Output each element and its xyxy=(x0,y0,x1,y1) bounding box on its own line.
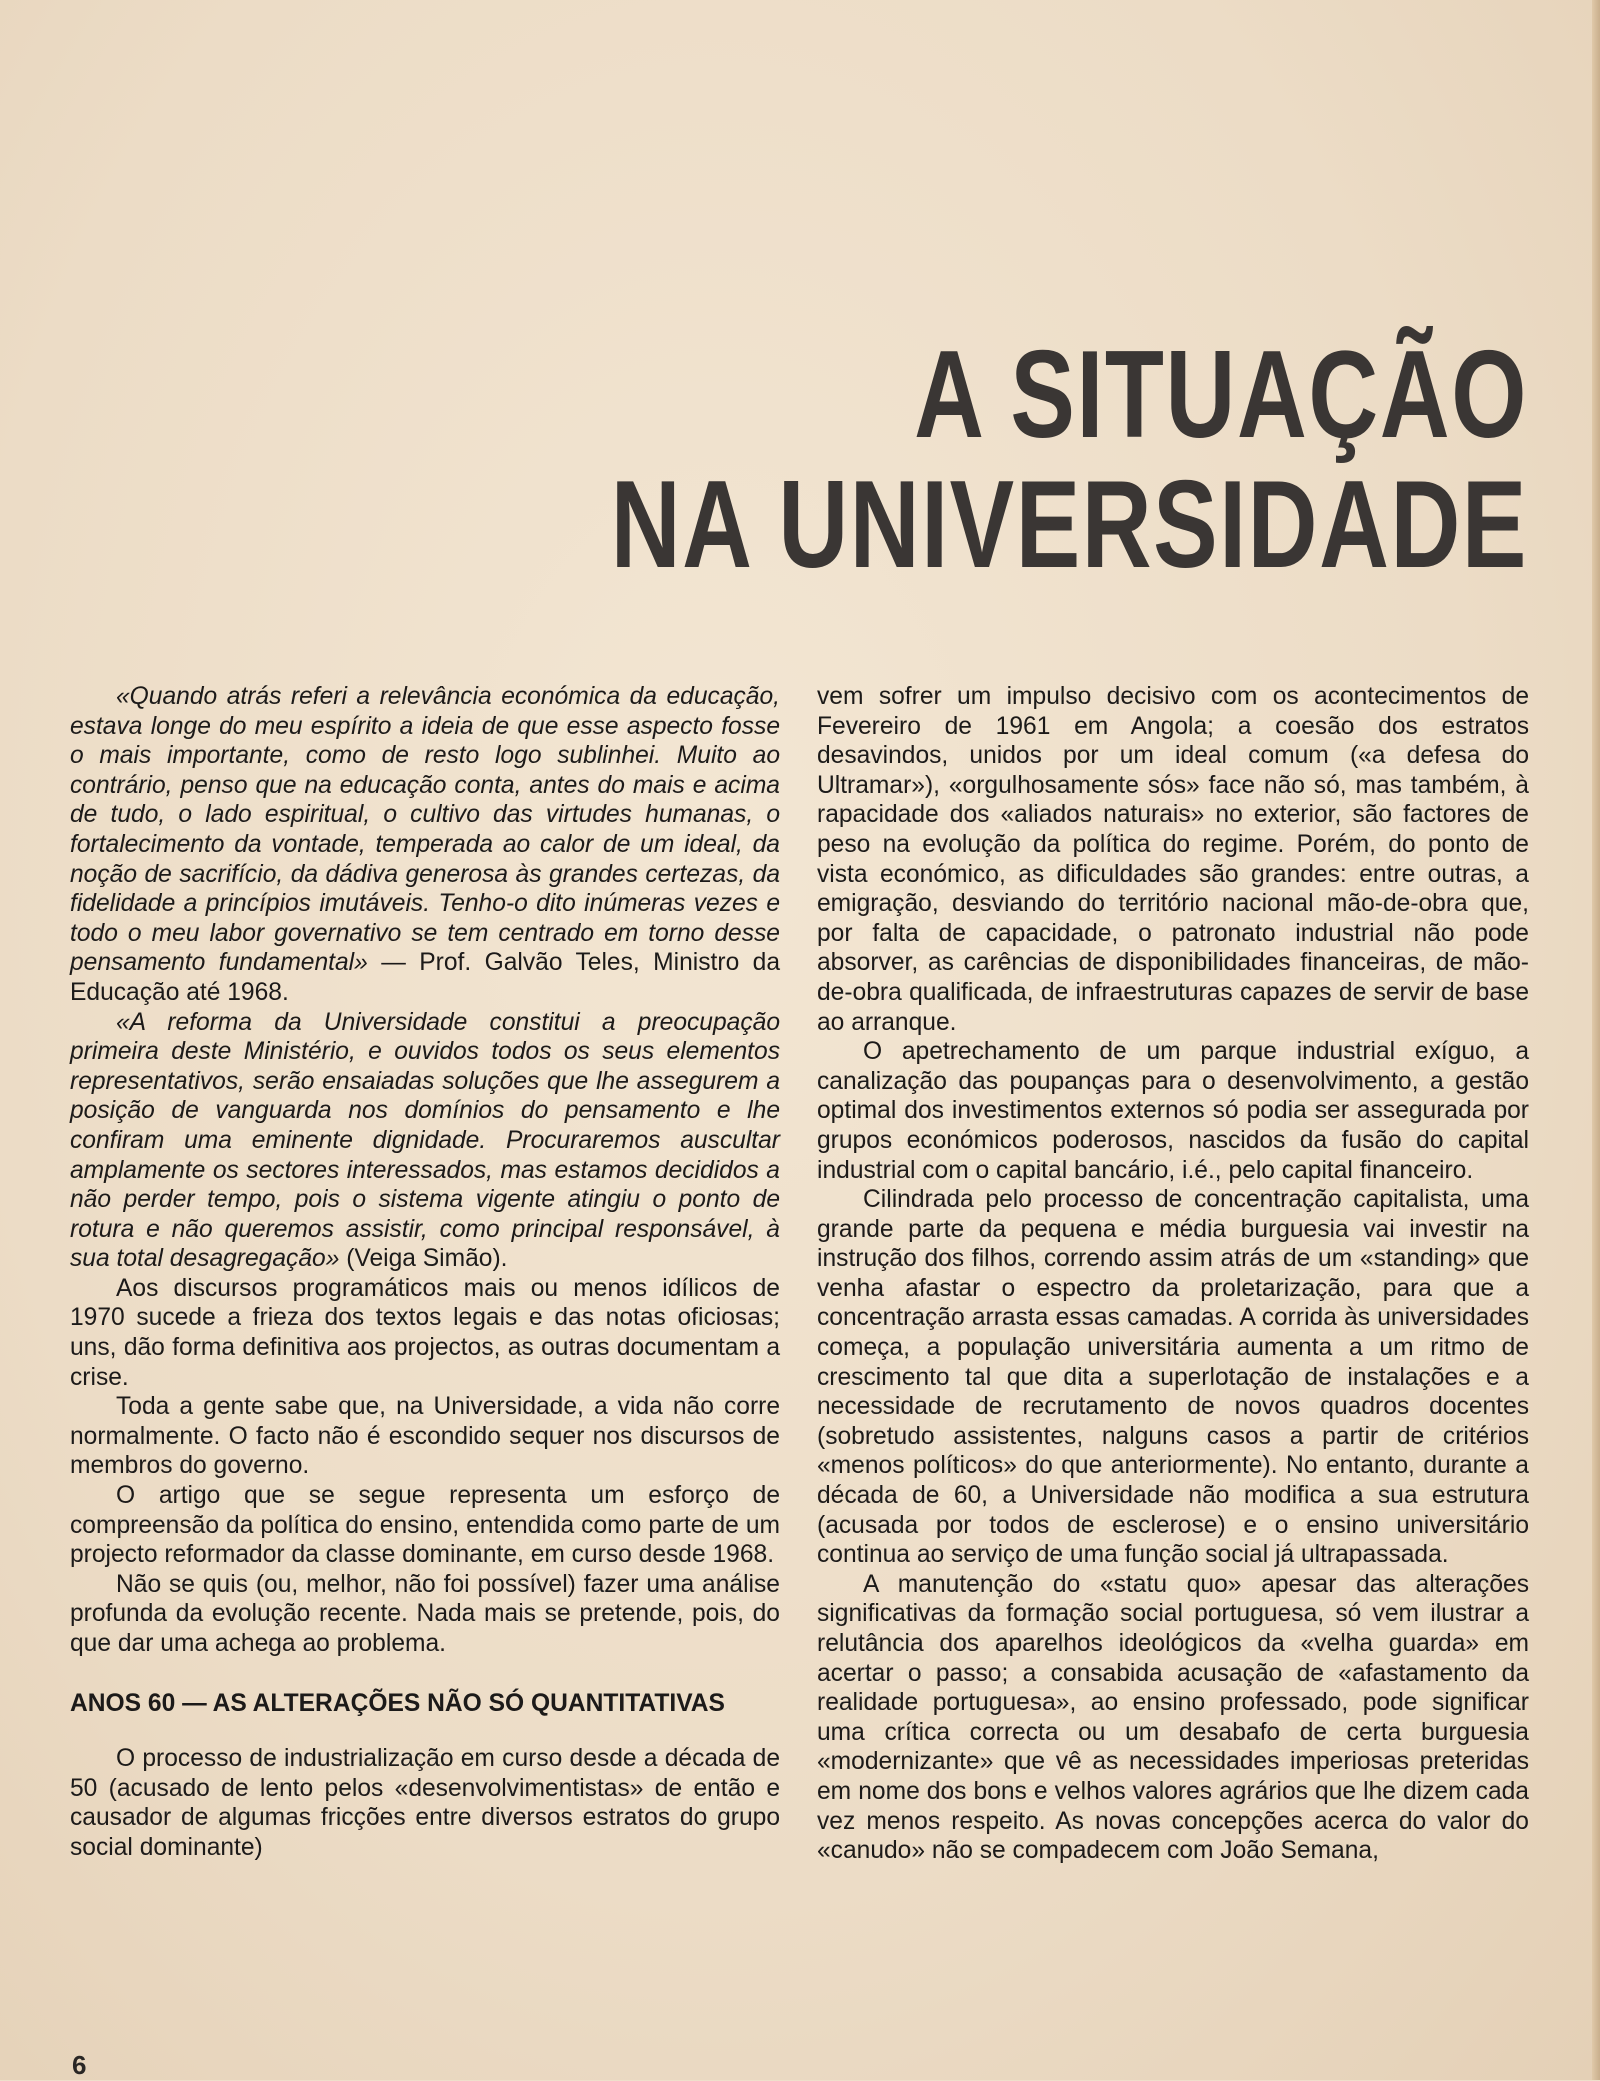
left-column xyxy=(70,682,780,1863)
intro-quote-2 xyxy=(70,1008,780,1274)
page-edge-shadow xyxy=(1592,0,1600,2080)
paragraph: O processo de industrialização em curso desde a década de 50 (acusado de lento pelos «desenvolvimentistas» de então e causador de algumas fricções entre diversos estratos do grupo social dominante) xyxy=(70,1745,780,1861)
article-headline xyxy=(610,326,1528,594)
headline-line-2: NA UNIVERSIDADE xyxy=(610,456,1528,594)
paragraph: Cilindrada pelo processo de concentração capitalista, uma grande parte da pequena e média burguesia vai investir na instrução dos filhos, correndo assim atrás de um «standing» que venha afastar o espectro da proletarização, para que a concentração arrasta essas camadas. A corrida às universidades começa, a população universitária aumenta a um ritmo de crescimento tal que dita a superlotação de instalações e a necessidade de recrutamento de novos quadros docentes (sobretudo assistentes, nalguns casos a partir de critérios «menos políticos» do que anteriormente). No entanto, durante a década de 60, a Universidade não modifica a sua estrutura (acusada por todos de esclerose) e o ensino universitário continua ao serviço de uma função social já ultrapassada. xyxy=(817,1186,1529,1569)
headline-line-1: A SITUAÇÃO xyxy=(914,326,1528,464)
paragraph: Não se quis (ou, melhor, não foi possível) fazer uma análise profunda da evolução recente. Nada mais se pretende, pois, do que dar uma achega ao problema. xyxy=(70,1570,780,1657)
quote-attribution: (Veiga Simão). xyxy=(339,1245,508,1273)
quote-attribution: — Prof. Galvão Teles, Ministro da Educação até 1968. xyxy=(70,949,781,1006)
paragraph: O apetrechamento de um parque industrial exíguo, a canalização das poupanças para o desenvolvimento, a gestão optimal dos investimentos externos só podia ser assegurada por grupos económicos poderosos, nascidos da fusão do capital industrial com o capital bancário, i.é., pelo capital financeiro. xyxy=(817,1038,1529,1184)
quote-text: «Quando atrás referi a relevância económica da educação, estava longe do meu espírito a ideia de que esse aspecto fosse o mais importante, como de resto logo sublinhei. Muito ao contrário, penso que na educação conta, antes do mais e acima de tudo, o lado espiritual, o cultivo das virtudes humanas, o fortalecimento da vontade, temperada ao calor de um ideal, da noção de sacrifício, da dádiva generosa às grandes certezas, da fidelidade a princípios imutáveis. Tenho-o dito inúmeras vezes e todo o meu labor governativo se tem centrado em torno desse pensamento fundamental» xyxy=(70,683,780,977)
paragraph: A manutenção do «statu quo» apesar das alterações significativas da formação social portuguesa, só vem ilustrar a relutância dos aparelhos ideológicos da «velha guarda» em acertar o passo; a consabida acusação de «afastamento da realidade portuguesa», ao ensino professado, pode significar uma crítica correcta ou um desabafo de certa burguesia «modernizante» que vê as necessidades imperiosas preteridas em nome dos bons e velhos valores agrários que lhe dizem cada vez menos respeito. As novas concepções acerca do valor do «canudo» não se compadecem com João Semana, xyxy=(817,1570,1529,1865)
right-column xyxy=(817,682,1529,1866)
intro-quote-1 xyxy=(70,682,780,1008)
paragraph: Toda a gente sabe que, na Universidade, a vida não corre normalmente. O facto não é escondido sequer nos discursos de membros do governo. xyxy=(70,1393,780,1480)
paragraph: Aos discursos programáticos mais ou menos idílicos de 1970 sucede a frieza dos textos legais e das notas oficiosas; uns, dão forma definitiva aos projectos, as outras documentam a crise. xyxy=(70,1274,780,1391)
section-heading: ANOS 60 — AS ALTERAÇÕES NÃO SÓ QUANTITATIVAS xyxy=(70,1689,725,1717)
paragraph: vem sofrer um impulso decisivo com os acontecimentos de Fevereiro de 1961 em Angola; a coesão dos estratos desavindos, unidos por um ideal comum («a defesa do Ultramar»), «orgulhosamente sós» face não só, mas também, à rapacidade dos «aliados naturais» no exterior, são factores de peso na evolução da política do regime. Porém, do ponto de vista económico, as dificuldades são grandes: entre outras, a emigração, desviando do território nacional mão-de-obra que, por falta de capacidade, o patronato industrial não pode absorver, as carências de disponibilidades financeiras, de mão-de-obra qualificada, de infraestruturas capazes de servir de base ao arranque. xyxy=(817,683,1529,1036)
page-number: 6 xyxy=(72,2050,87,2080)
quote-text: «A reforma da Universidade constitui a preocupação primeira deste Ministério, e ouvidos todos os seus elementos representativos, serão ensaiadas soluções que lhe assegurem a posição de vanguarda nos domínios do pensamento e lhe confiram uma eminente dignidade. Procuraremos auscultar amplamente os sectores interessados, mas estamos decididos a não perder tempo, pois o sistema vigente atingiu o ponto de rotura e não queremos assistir, como principal responsável, à sua total desagregação» xyxy=(70,1008,780,1273)
paragraph: O artigo que se segue representa um esforço de compreensão da política do ensino, entendida como parte de um projecto reformador da classe dominante, em curso desde 1968. xyxy=(70,1482,780,1569)
